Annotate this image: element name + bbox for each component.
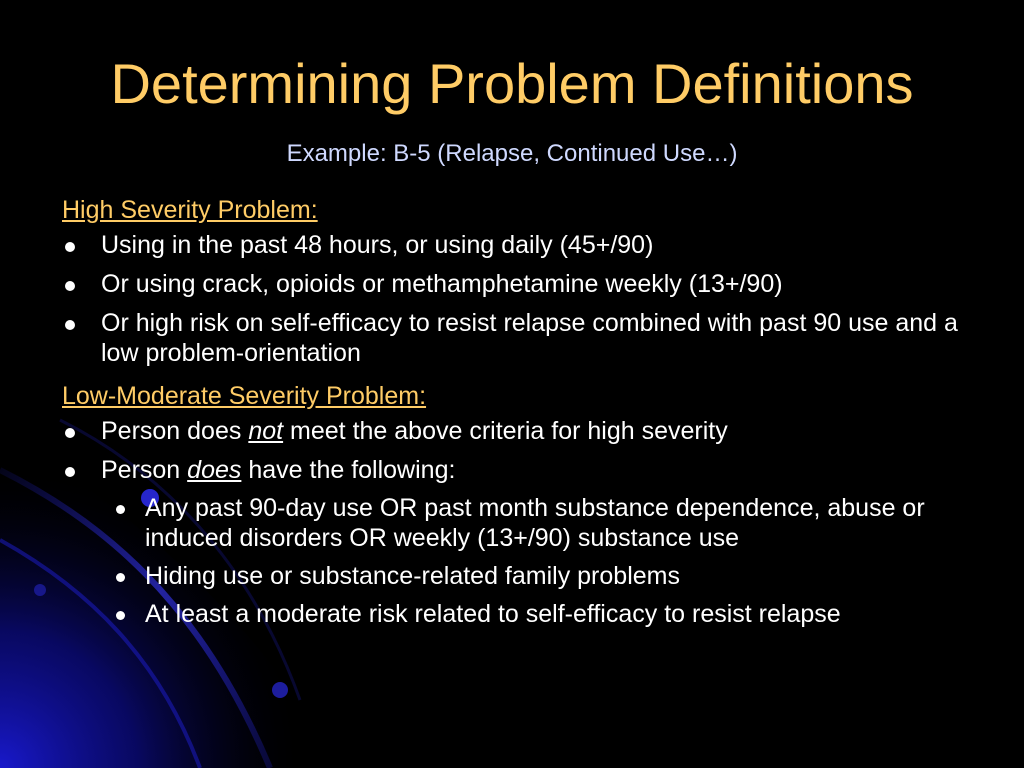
section-heading-high-severity: High Severity Problem: [62,196,318,224]
bullet-text: Or using crack, opioids or methamphetamine weekly (13+/90) [101,270,783,298]
sub-bullet-text: Any past 90-day use OR past month substance dependence, abuse or induced disorders OR weekly (13+/90) substance use [145,494,925,552]
list-item [62,416,1002,446]
bullet-text: Or high risk on self-efficacy to resist relapse combined with past 90 use and a low problem-orientation [101,309,958,367]
sub-bullet-text: At least a moderate risk related to self-efficacy to resist relapse [145,600,841,628]
high-severity-list [62,230,1002,368]
bullet-text-post: meet the above criteria for high severity [283,417,728,445]
sub-list-item [101,493,1002,553]
list-item [62,455,1002,629]
slide-content [62,194,1002,638]
sub-bullet-icon [116,505,125,514]
bullet-icon [65,428,75,438]
sub-bullet-icon [116,611,125,620]
bullet-text-pre: Person does [101,417,249,445]
sub-list-item [101,599,1002,629]
sub-list-item [101,561,1002,591]
list-item [62,230,1002,260]
list-item-line [62,455,1002,485]
emphasized-word-does: does [187,456,242,484]
slide-subtitle: Example: B-5 (Relapse, Continued Use…) [286,140,738,167]
list-item [62,269,1002,299]
bullet-icon [65,320,75,330]
bullet-icon [65,281,75,291]
emphasized-word-not: not [248,417,284,445]
bullet-text-post: have the following: [241,456,456,484]
sub-bullet-icon [116,573,125,582]
sub-bullet-list [101,493,1002,629]
bullet-icon [65,242,75,252]
bullet-text-pre: Person [101,456,188,484]
sub-bullet-text: Hiding use or substance-related family problems [145,562,680,590]
list-item [62,308,1002,368]
slide-title: Determining Problem Definitions [110,52,914,115]
bullet-icon [65,467,75,477]
low-moderate-severity-list [62,416,1002,629]
section-heading-low-moderate-severity: Low-Moderate Severity Problem: [62,382,427,410]
bullet-text: Using in the past 48 hours, or using daily (45+/90) [101,231,654,259]
